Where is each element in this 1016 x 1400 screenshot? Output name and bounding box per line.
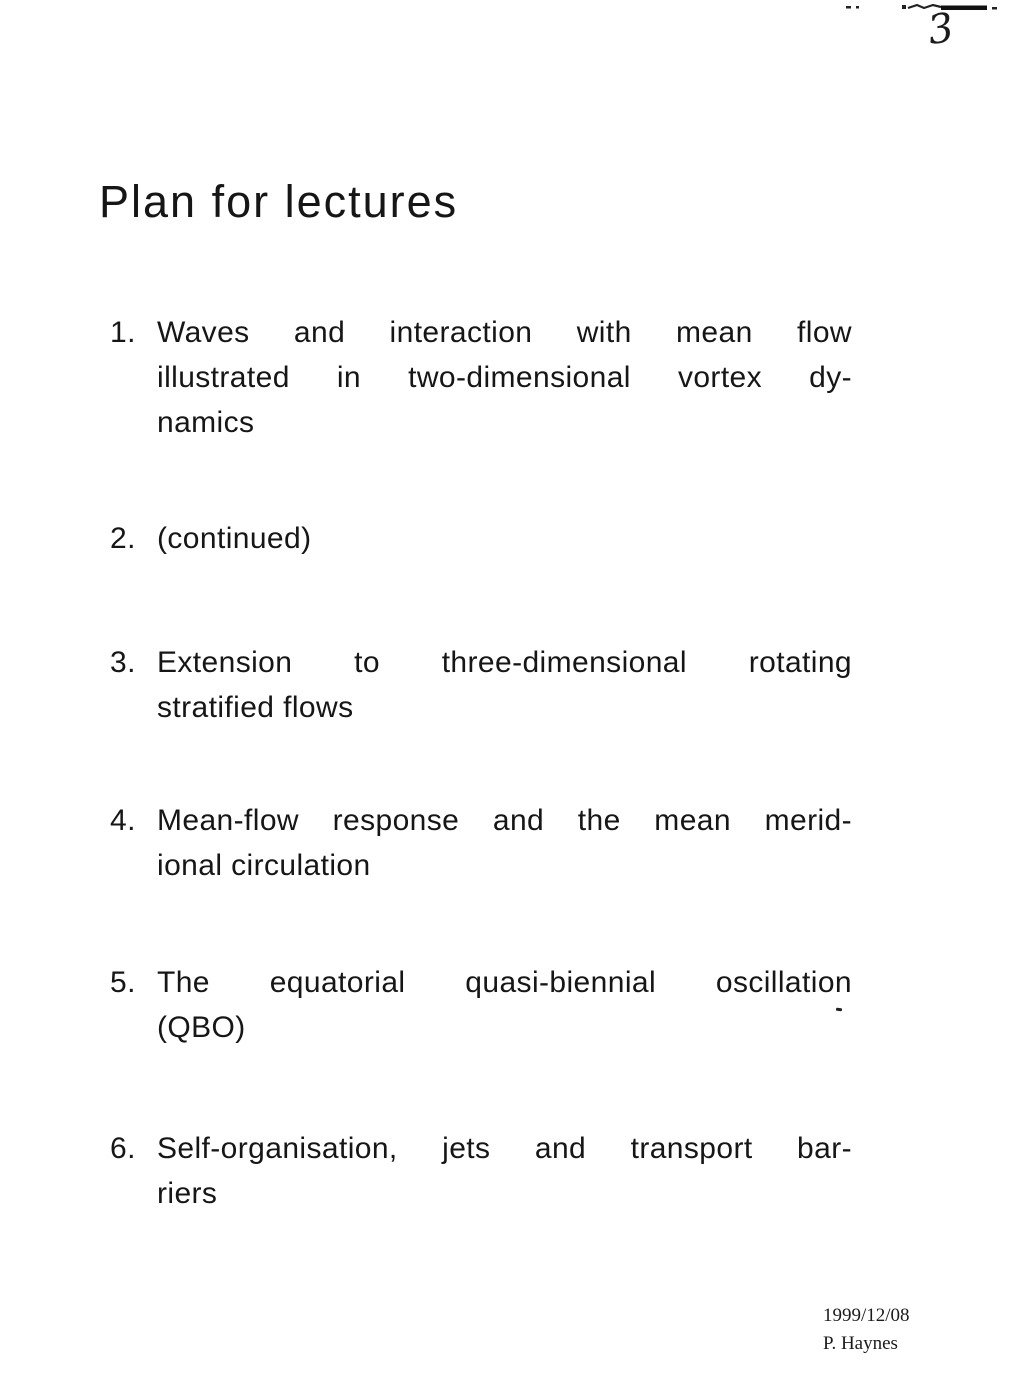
item-number: 2.	[110, 522, 136, 555]
item-number: 1.	[110, 316, 136, 349]
item-line: The equatorial quasi-biennial oscillation	[157, 966, 852, 999]
list-item	[110, 960, 852, 1050]
item-number: 4.	[110, 804, 136, 837]
item-number: 5.	[110, 966, 136, 999]
item-text	[157, 960, 852, 1050]
item-line: illustrated in two-dimensional vortex dy-	[157, 361, 852, 394]
footer-date: 1999/12/08	[823, 1305, 910, 1326]
item-line: Mean-flow response and the mean merid-	[157, 804, 852, 837]
item-text	[157, 516, 852, 561]
page-title: Plan for lectures	[99, 176, 459, 227]
item-line: (QBO)	[157, 1011, 246, 1044]
list-item	[110, 516, 852, 561]
item-number: 3.	[110, 646, 136, 679]
scan-speck	[836, 1008, 842, 1012]
item-line: Waves and interaction with mean flow	[157, 316, 852, 349]
list-item	[110, 640, 852, 730]
item-line: namics	[157, 406, 255, 439]
page-number: 3	[924, 4, 958, 55]
item-text	[157, 640, 852, 730]
item-number: 6.	[110, 1132, 136, 1165]
item-line: riers	[157, 1177, 218, 1210]
item-text	[157, 1126, 852, 1216]
footer-author: P. Haynes	[823, 1333, 898, 1354]
item-text	[157, 798, 852, 888]
item-line: stratified flows	[157, 691, 354, 724]
item-line: Self-organisation, jets and transport bar-	[157, 1132, 852, 1165]
item-text	[157, 310, 852, 445]
list-item	[110, 798, 852, 888]
footer	[823, 1302, 910, 1358]
list-item	[110, 1126, 852, 1216]
item-line: ional circulation	[157, 849, 371, 882]
item-line: (continued)	[157, 522, 312, 555]
list-item	[110, 310, 852, 445]
item-line: Extension to three-dimensional rotating	[157, 646, 852, 679]
